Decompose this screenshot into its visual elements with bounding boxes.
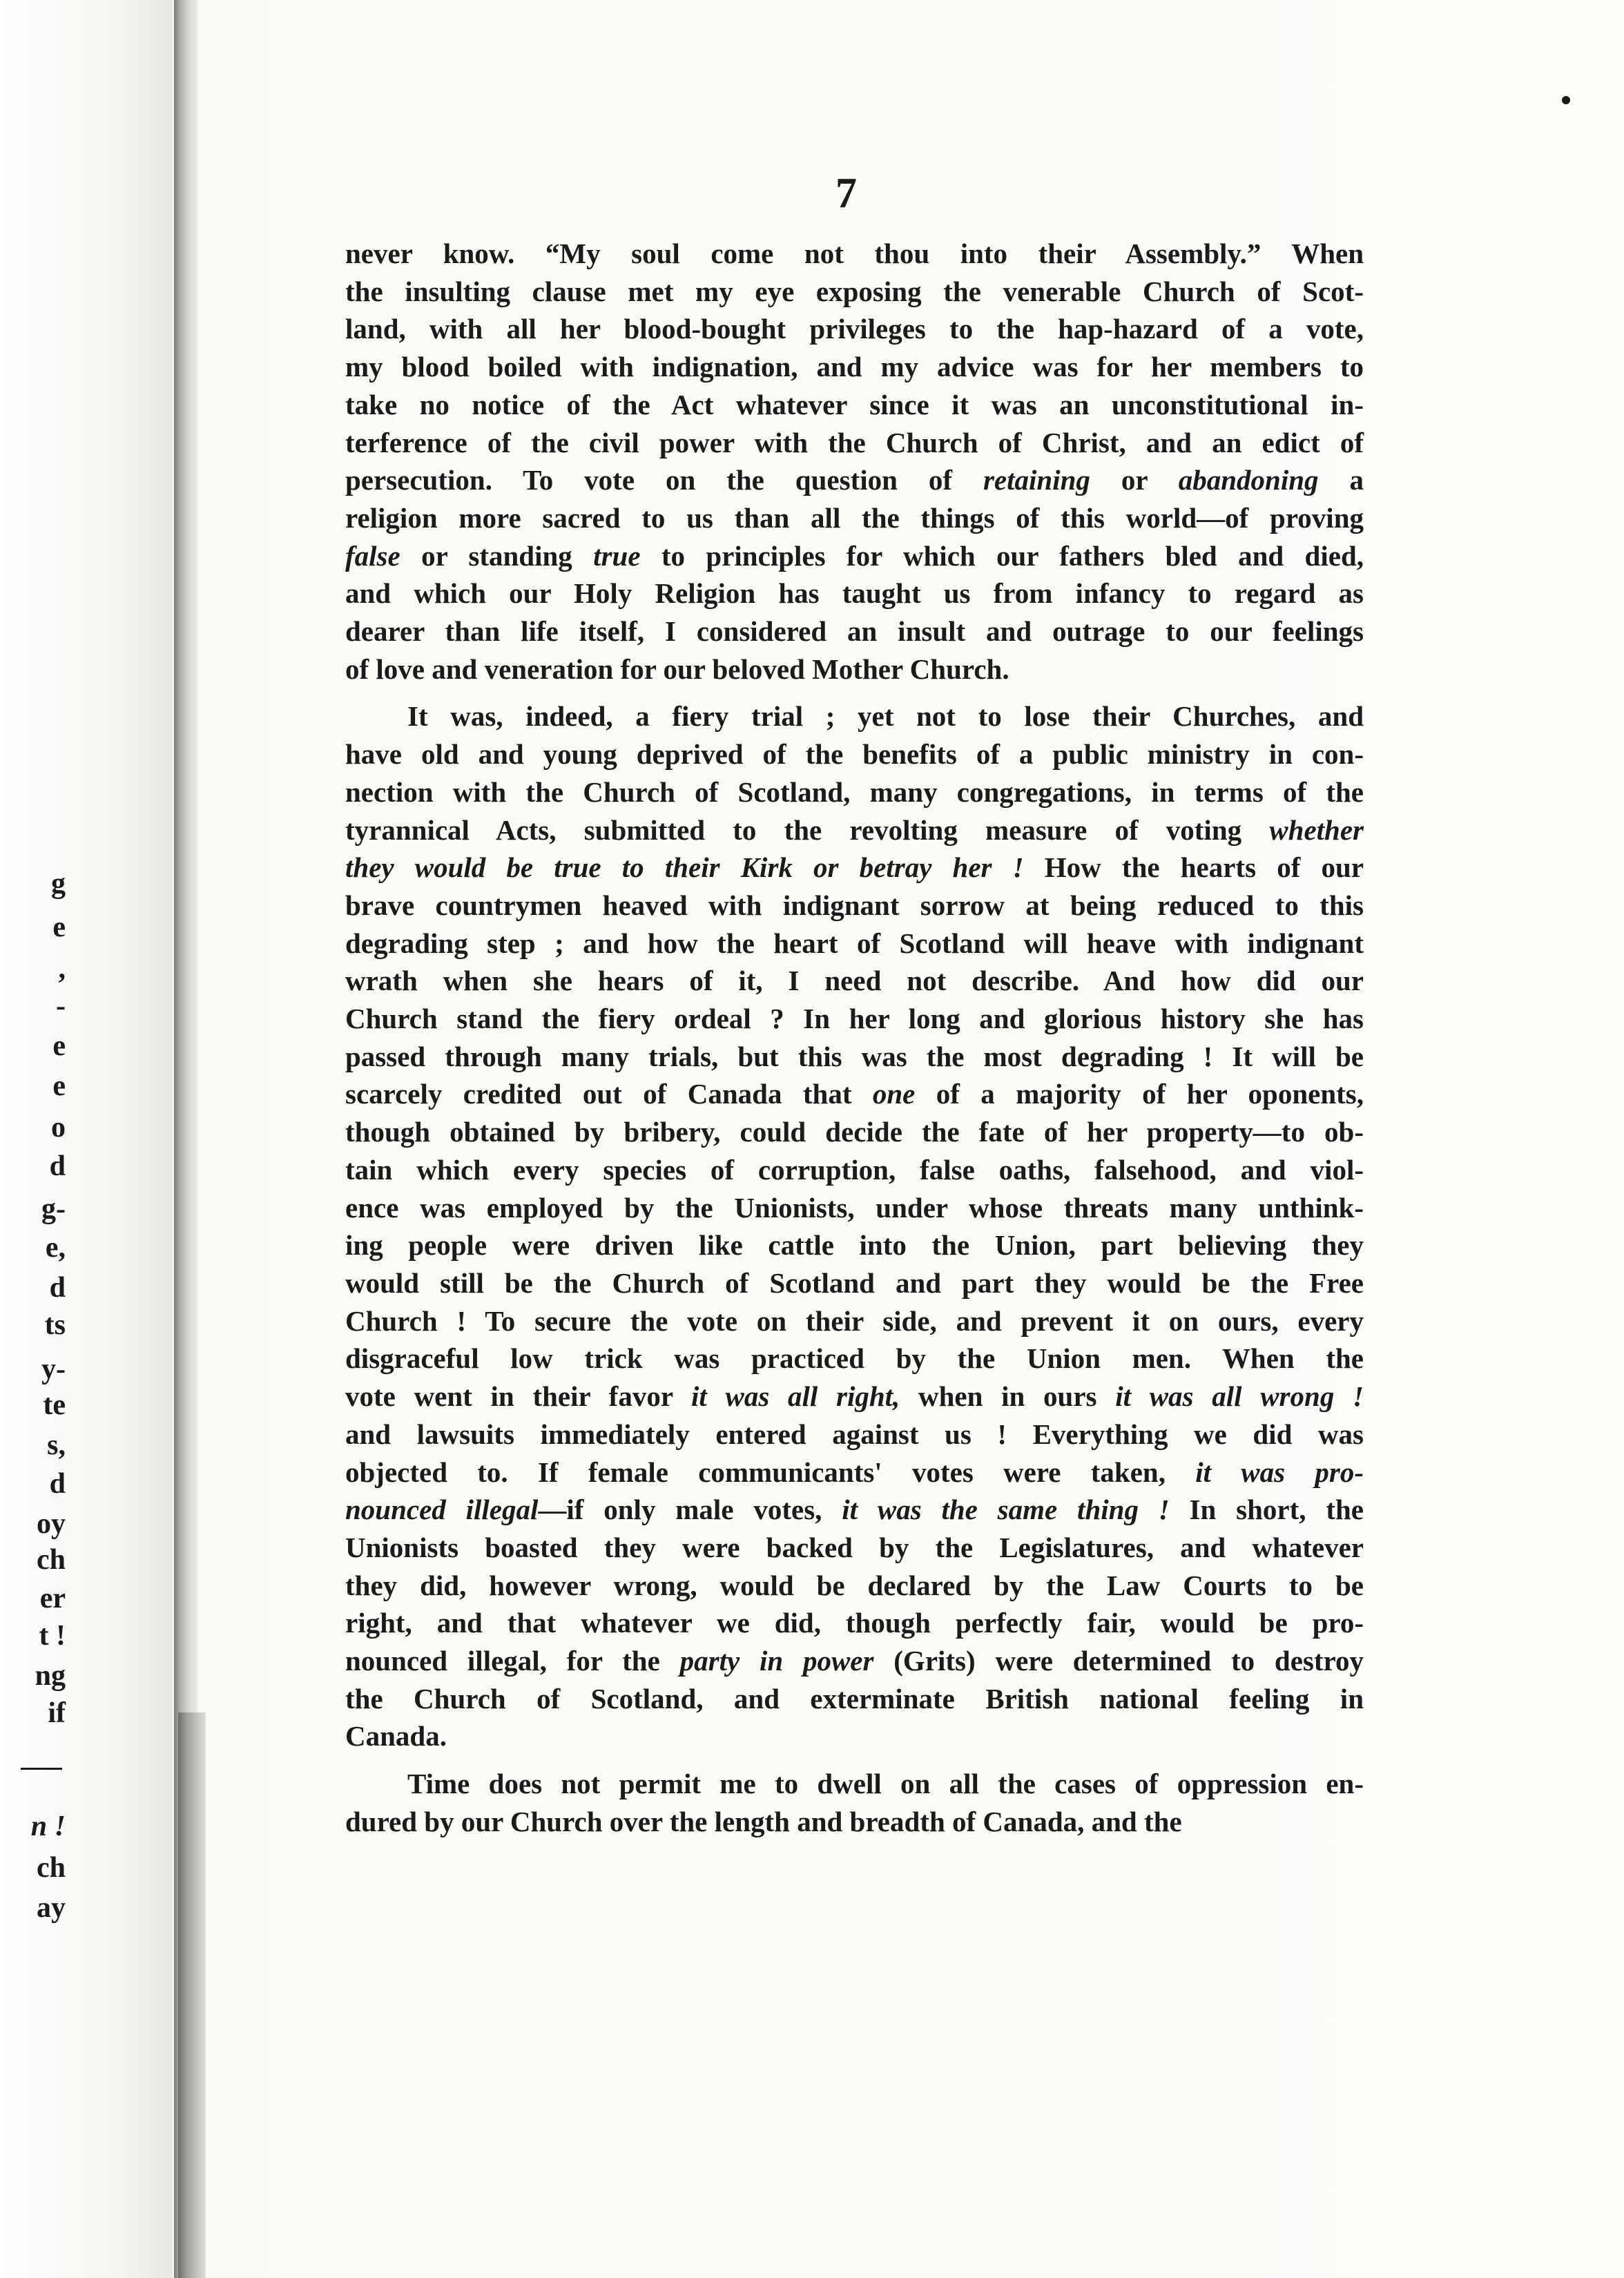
text-segment: dearer than life itself, I considered an insult and outrage to our feelings — [345, 615, 1364, 648]
text-segment: passed through many trials, but this was the most degrading ! It will be — [345, 1040, 1364, 1072]
text-segment: of a majority of her oponents, — [915, 1078, 1364, 1110]
text-line — [345, 1000, 1364, 1038]
text-line — [345, 386, 1364, 424]
text-line — [345, 697, 1364, 735]
margin-fragment: y- — [41, 1353, 66, 1385]
text-segment: the Church of Scotland, and exterminate British national feeling in — [345, 1682, 1364, 1715]
text-line — [345, 1151, 1364, 1189]
text-line — [345, 1416, 1364, 1454]
text-segment: nection with the Church of Scotland, many congregations, in terms of the — [345, 775, 1364, 808]
text-segment: or — [1090, 464, 1179, 496]
margin-fragment: ch — [37, 1852, 66, 1884]
page-number: 7 — [835, 170, 857, 217]
text-line — [345, 1803, 1364, 1841]
text-segment: a — [1318, 464, 1364, 496]
margin-fragment: s, — [47, 1429, 66, 1461]
text-segment: or standing — [400, 539, 594, 572]
margin-fragment: ts — [44, 1309, 66, 1341]
text-segment: and which our Holy Religion has taught us from infancy to regard as — [345, 577, 1364, 610]
margin-fragment: g- — [41, 1193, 66, 1225]
italic-text-segment: it was all right, — [690, 1380, 900, 1413]
text-segment: to principles for which our fathers bled and died, — [640, 539, 1364, 572]
italic-text-segment: it was pro- — [1195, 1456, 1364, 1488]
text-line — [345, 1642, 1364, 1680]
text-segment: vote went in their favor — [345, 1380, 691, 1413]
margin-fragment: ay — [37, 1892, 66, 1924]
margin-fragment: o — [51, 1112, 66, 1143]
text-line — [345, 1340, 1364, 1378]
margin-fragment: d — [49, 1272, 66, 1304]
text-line — [345, 925, 1364, 963]
text-line — [345, 537, 1364, 575]
margin-fragment: oy — [37, 1508, 66, 1540]
text-line — [345, 1378, 1364, 1416]
text-line — [345, 1075, 1364, 1113]
margin-fragment: e — [52, 911, 66, 943]
italic-text-segment: abandoning — [1178, 464, 1319, 496]
italic-text-segment: retaining — [983, 464, 1090, 496]
text-segment: (Grits) were determined to destroy — [873, 1645, 1364, 1677]
text-line — [345, 650, 1364, 688]
text-segment: Canada. — [345, 1720, 447, 1753]
text-segment: have old and young deprived of the benefits of a public ministry in con- — [345, 738, 1364, 771]
text-segment: disgraceful low trick was practiced by the Union men. When the — [345, 1342, 1364, 1375]
margin-fragment: e — [52, 1030, 66, 1062]
adjacent-page-edge — [0, 0, 66, 2278]
text-line — [345, 235, 1364, 273]
text-segment: brave countrymen heaved with indignant sorrow at being reduced to this — [345, 889, 1364, 921]
text-segment: and lawsuits immediately entered against us ! Everything we did was — [345, 1418, 1364, 1450]
text-line — [345, 1264, 1364, 1302]
text-segment: scarcely credited out of Canada that — [345, 1078, 873, 1110]
text-segment: terference of the civil power with the Church of Christ, and an edict of — [345, 426, 1364, 459]
italic-text-segment: party in power — [679, 1645, 874, 1677]
text-segment: of love and veneration for our beloved Mother Church. — [345, 653, 1009, 685]
text-segment: nounced illegal, for the — [345, 1645, 680, 1677]
text-segment: Unionists boasted they were backed by the Legislatures, and whatever — [345, 1531, 1364, 1563]
text-line — [345, 1113, 1364, 1151]
binding-shadow-lower — [178, 1712, 206, 2278]
text-line — [345, 612, 1364, 650]
text-segment: take no notice of the Act whatever since it was an unconstitutional in- — [345, 388, 1364, 421]
text-segment: objected to. If female communicants' votes were taken, — [345, 1456, 1196, 1488]
italic-text-segment: it was all wrong ! — [1115, 1380, 1364, 1413]
text-segment: tain which every species of corruption, false oaths, falsehood, and viol- — [345, 1153, 1364, 1186]
text-line — [345, 1491, 1364, 1529]
margin-fragment: e, — [45, 1232, 66, 1264]
italic-text-segment: false — [345, 539, 400, 572]
text-segment: It was, indeed, a fiery trial ; yet not to lose their Churches, and — [407, 700, 1364, 733]
text-line — [345, 1038, 1364, 1076]
text-segment: would still be the Church of Scotland and part they would be the Free — [345, 1266, 1364, 1299]
margin-fragment: te — [43, 1389, 66, 1421]
margin-fragment: d — [49, 1150, 66, 1182]
text-segment: land, with all her blood-bought privileges to the hap-hazard of a vote, — [345, 313, 1364, 345]
text-segment: How the hearts of our — [1023, 851, 1364, 884]
text-line — [345, 1529, 1364, 1567]
text-segment: —if only male votes, — [538, 1494, 842, 1526]
text-line — [345, 1226, 1364, 1264]
italic-text-segment: one — [872, 1078, 916, 1110]
text-line — [345, 1302, 1364, 1340]
text-line — [345, 348, 1364, 386]
text-segment: persecution. To vote on the question of — [345, 464, 983, 496]
margin-fragment: e — [52, 1070, 66, 1102]
text-line — [345, 461, 1364, 499]
text-line — [345, 273, 1364, 311]
margin-fragment: if — [48, 1697, 66, 1729]
margin-fragment: ch — [37, 1544, 66, 1576]
italic-text-segment: they would be true to their Kirk or betray her ! — [345, 851, 1024, 884]
text-line — [345, 1604, 1364, 1642]
text-line — [345, 1567, 1364, 1605]
text-segment: though obtained by bribery, could decide the fate of her property—to ob- — [345, 1116, 1364, 1148]
text-line — [345, 1454, 1364, 1492]
text-line — [345, 849, 1364, 887]
italic-text-segment: true — [593, 539, 641, 572]
text-line — [345, 1765, 1364, 1803]
text-line — [345, 1189, 1364, 1227]
text-line — [345, 887, 1364, 925]
text-segment: the insulting clause met my eye exposing the venerable Church of Scot- — [345, 275, 1364, 307]
text-segment: wrath when she hears of it, I need not describe. And how did our — [345, 965, 1364, 997]
margin-fragment: n ! — [30, 1811, 66, 1842]
text-segment: degrading step ; and how the heart of Scotland will heave with indignant — [345, 927, 1364, 959]
text-segment: Church ! To secure the vote on their side, and prevent it on ours, every — [345, 1304, 1364, 1337]
margin-fragment: - — [56, 990, 66, 1022]
text-segment: dured by our Church over the length and breadth of Canada, and the — [345, 1805, 1182, 1837]
margin-rule — [21, 1768, 62, 1770]
italic-text-segment: whether — [1269, 813, 1364, 846]
text-line — [345, 735, 1364, 773]
margin-fragment: ng — [35, 1660, 66, 1692]
margin-fragment: d — [49, 1468, 66, 1500]
text-segment: tyrannical Acts, submitted to the revolting measure of voting — [345, 813, 1270, 846]
text-segment: never know. “My soul come not thou into their Assembly.” When — [345, 238, 1364, 269]
text-segment: Church stand the fiery ordeal ? In her long and glorious history she has — [345, 1003, 1364, 1035]
text-line — [345, 811, 1364, 849]
text-line — [345, 575, 1364, 612]
margin-fragment: t ! — [39, 1620, 66, 1652]
italic-text-segment: it was the same thing ! — [842, 1494, 1170, 1526]
text-line — [345, 310, 1364, 348]
text-segment: In short, the — [1169, 1494, 1364, 1526]
text-line — [345, 499, 1364, 537]
margin-fragment: g — [51, 868, 66, 900]
text-segment: ing people were driven like cattle into the Union, part believing they — [345, 1229, 1364, 1262]
italic-text-segment: nounced illegal — [345, 1494, 539, 1526]
text-segment: religion more sacred to us than all the things of this world—of proving — [345, 501, 1364, 534]
text-line — [345, 773, 1364, 811]
text-segment: my blood boiled with indignation, and my advice was for her members to — [345, 351, 1364, 383]
text-line — [345, 962, 1364, 1000]
margin-fragment: , — [58, 953, 66, 985]
text-segment: right, and that whatever we did, though perfectly fair, would be pro- — [345, 1607, 1364, 1639]
text-segment: they did, however wrong, would be declared by the Law Courts to be — [345, 1569, 1364, 1601]
ink-spot — [1562, 96, 1570, 104]
text-segment: ence was employed by the Unionists, under whose threats many unthink- — [345, 1191, 1364, 1224]
margin-fragment: er — [39, 1583, 66, 1614]
text-segment: when in ours — [900, 1380, 1116, 1413]
text-line — [345, 1717, 1364, 1755]
text-segment: Time does not permit me to dwell on all the cases of oppression en- — [407, 1768, 1364, 1800]
text-line — [345, 424, 1364, 462]
text-line — [345, 1680, 1364, 1718]
body-text — [345, 235, 1364, 1841]
